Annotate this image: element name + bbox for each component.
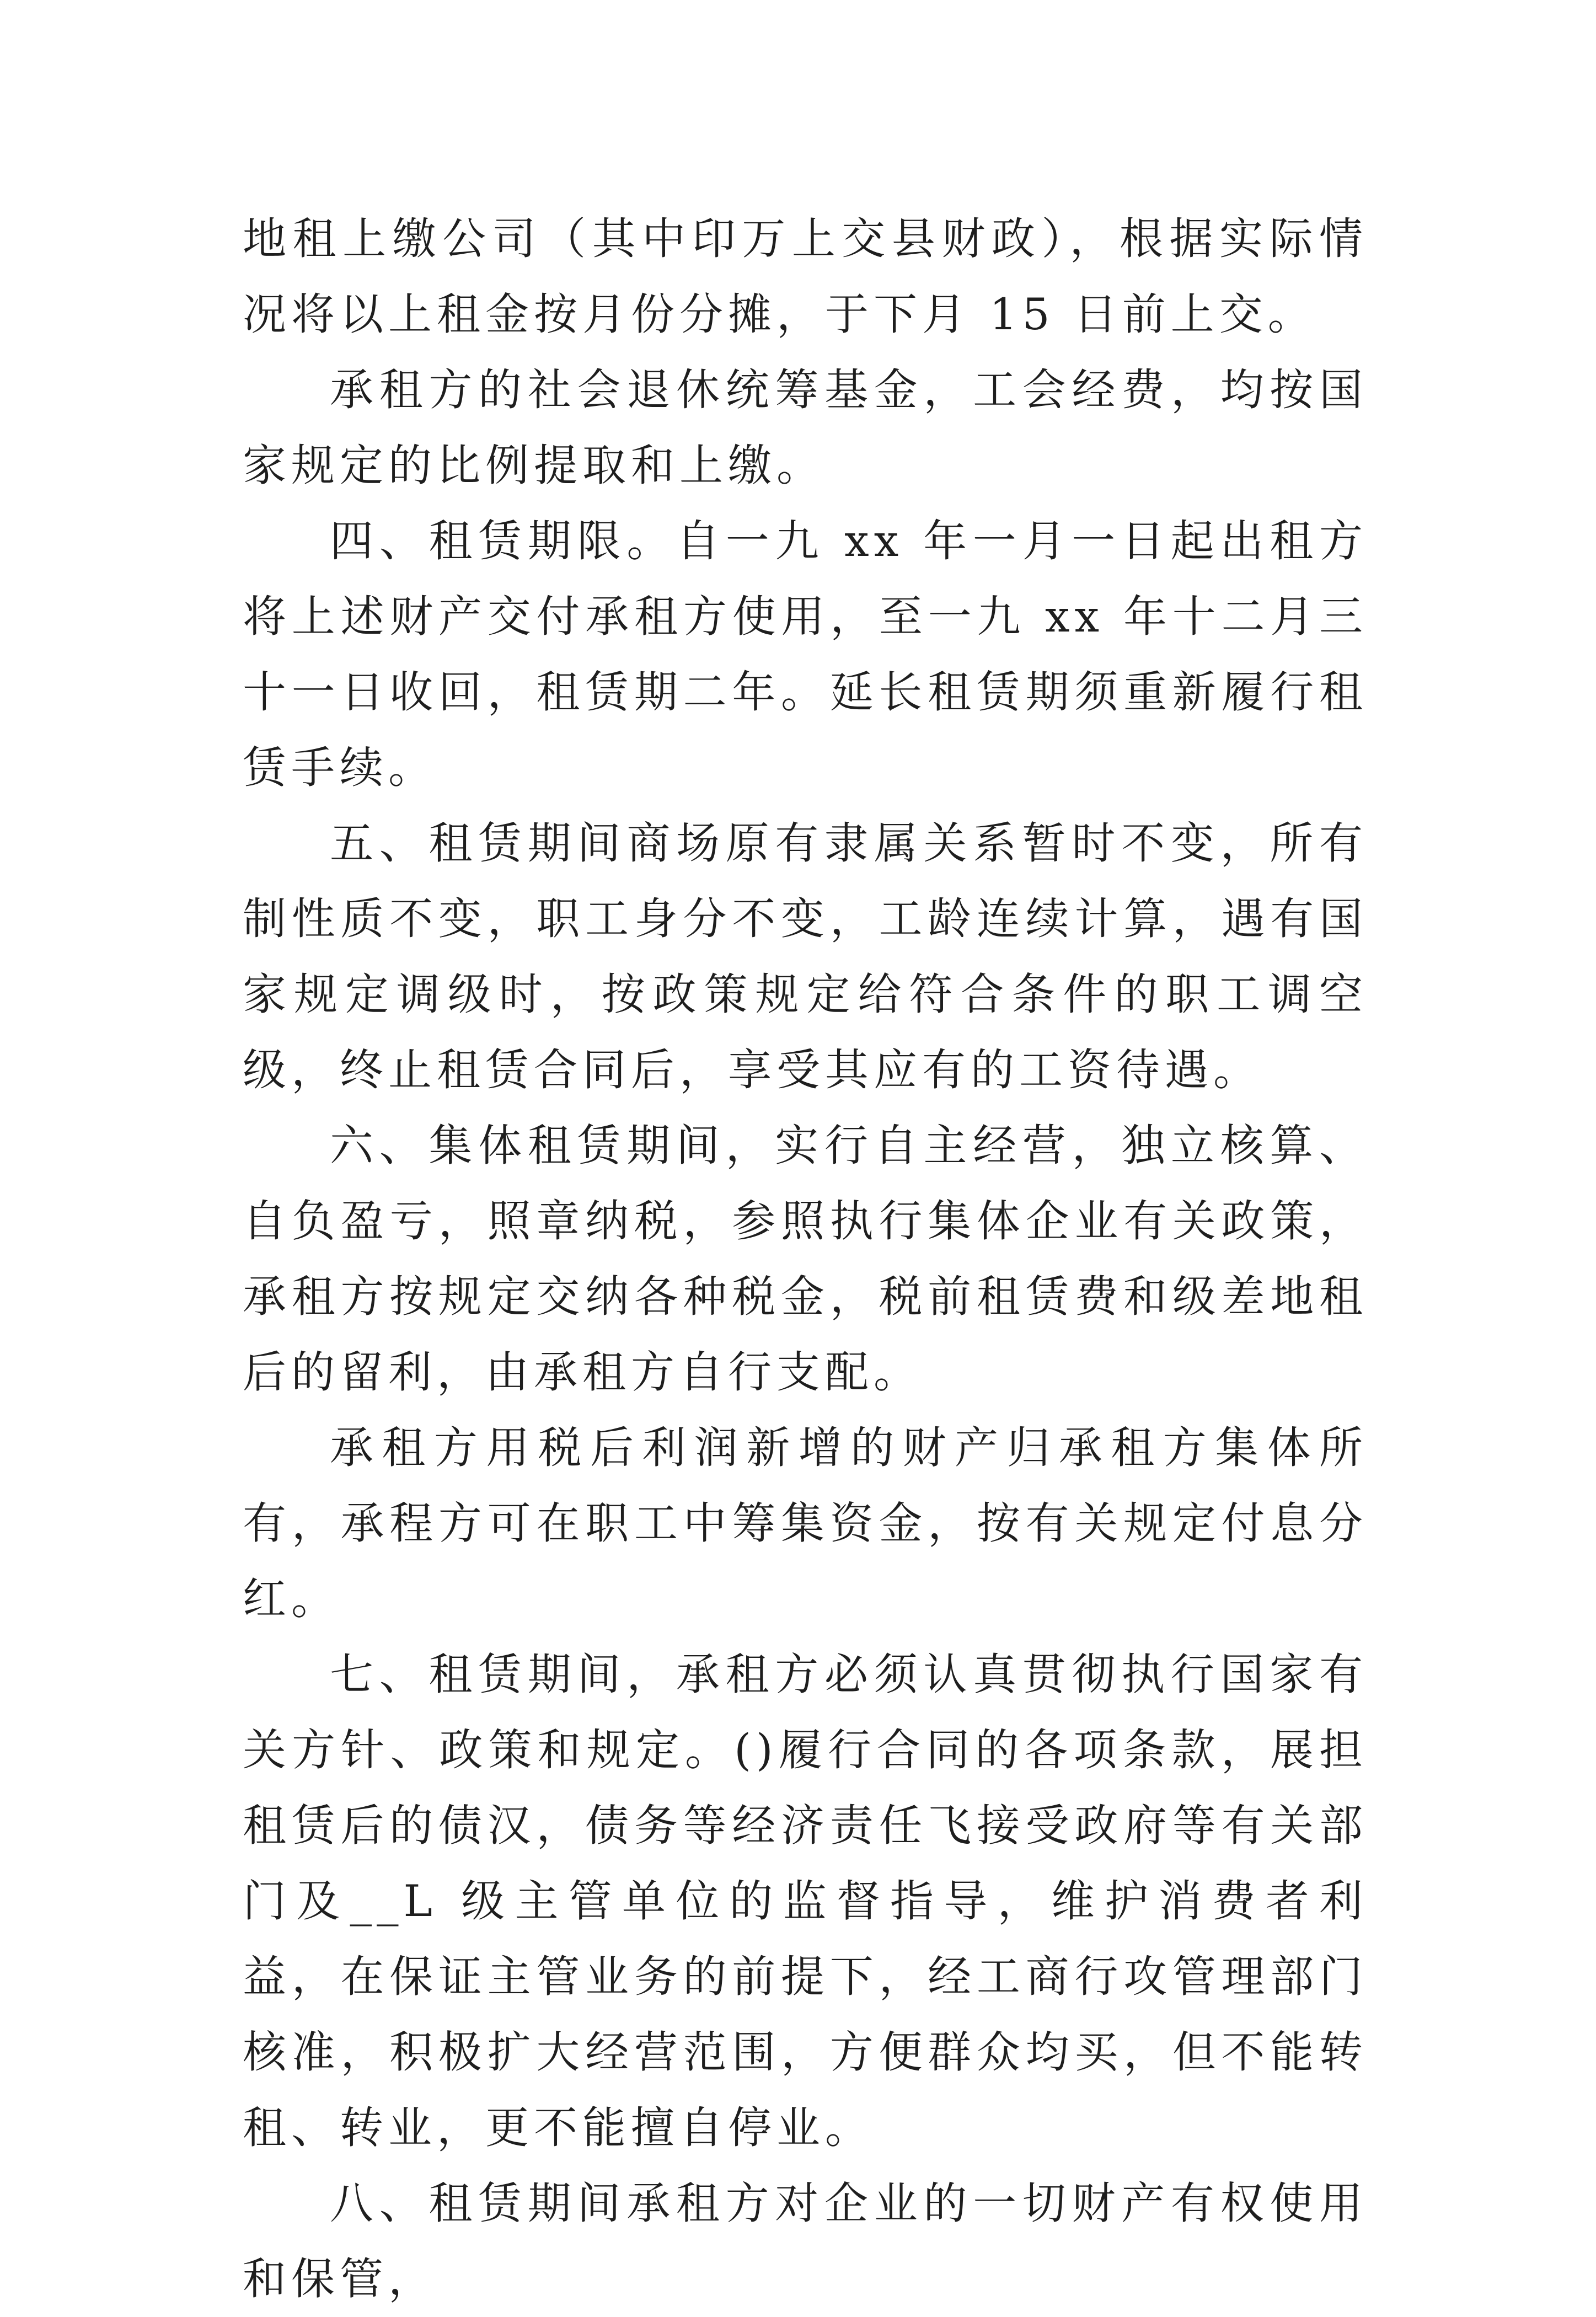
paragraph-1-continuation: 地租上缴公司（其中印万上交县财政），根据实际情况将以上租金按月份分摊，于下月 15 日前上交。 — [243, 213, 1368, 340]
paragraph-section-8-property: 八、租赁期间承租方对企业的一切财产有权使用和保管， — [243, 2178, 1368, 2304]
paragraph-section-4-lease-term: 四、租赁期限。自一九 xx 年一月一日起出租方将上述财产交付承租方使用，至一九 xx 年十二月三十一日收回，租赁期二年。延长租赁期须重新履行租赁手续。 — [243, 516, 1368, 793]
paragraph-section-5-affiliation: 五、租赁期间商场原有隶属关系暂时不变，所有制性质不变，职工身分不变，工龄连续计算，遇有国家规定调级时，按政策规定给符合条件的职工调空级，终止租赁合同后，享受其应有的工资待遇。 — [243, 818, 1368, 1095]
paragraph-section-6-operation: 六、集体租赁期间，实行自主经营，独立核算、自负盈亏，照章纳税，参照执行集体企业有关政策，承租方按规定交纳各种税金，税前租赁费和级差地租后的留利，由承租方自行支配。 — [243, 1120, 1368, 1398]
paragraph-section-7-obligations: 七、租赁期间，承租方必须认真贯彻执行国家有关方针、政策和规定。()履行合同的各项条款，展担租赁后的债汉，债务等经济责任飞接受政府等有关部门及__L 级主管单位的监督指导，维护消费者利益，在保证主管业务的前提下，经工商行攻管理部门核准，积极扩大经营范围，方便群众均买，但不能转租、转业，更不能擅自停业。 — [243, 1649, 1368, 2153]
paragraph-social-fund: 承租方的社会退休统筹基金，工会经费，均按国家规定的比例提取和上缴。 — [243, 365, 1368, 491]
paragraph-after-tax-profit: 承租方用税后利润新增的财产归承租方集体所有，承程方可在职工中筹集资金，按有关规定付息分红。 — [243, 1422, 1368, 1624]
document-body — [243, 201, 1368, 2317]
